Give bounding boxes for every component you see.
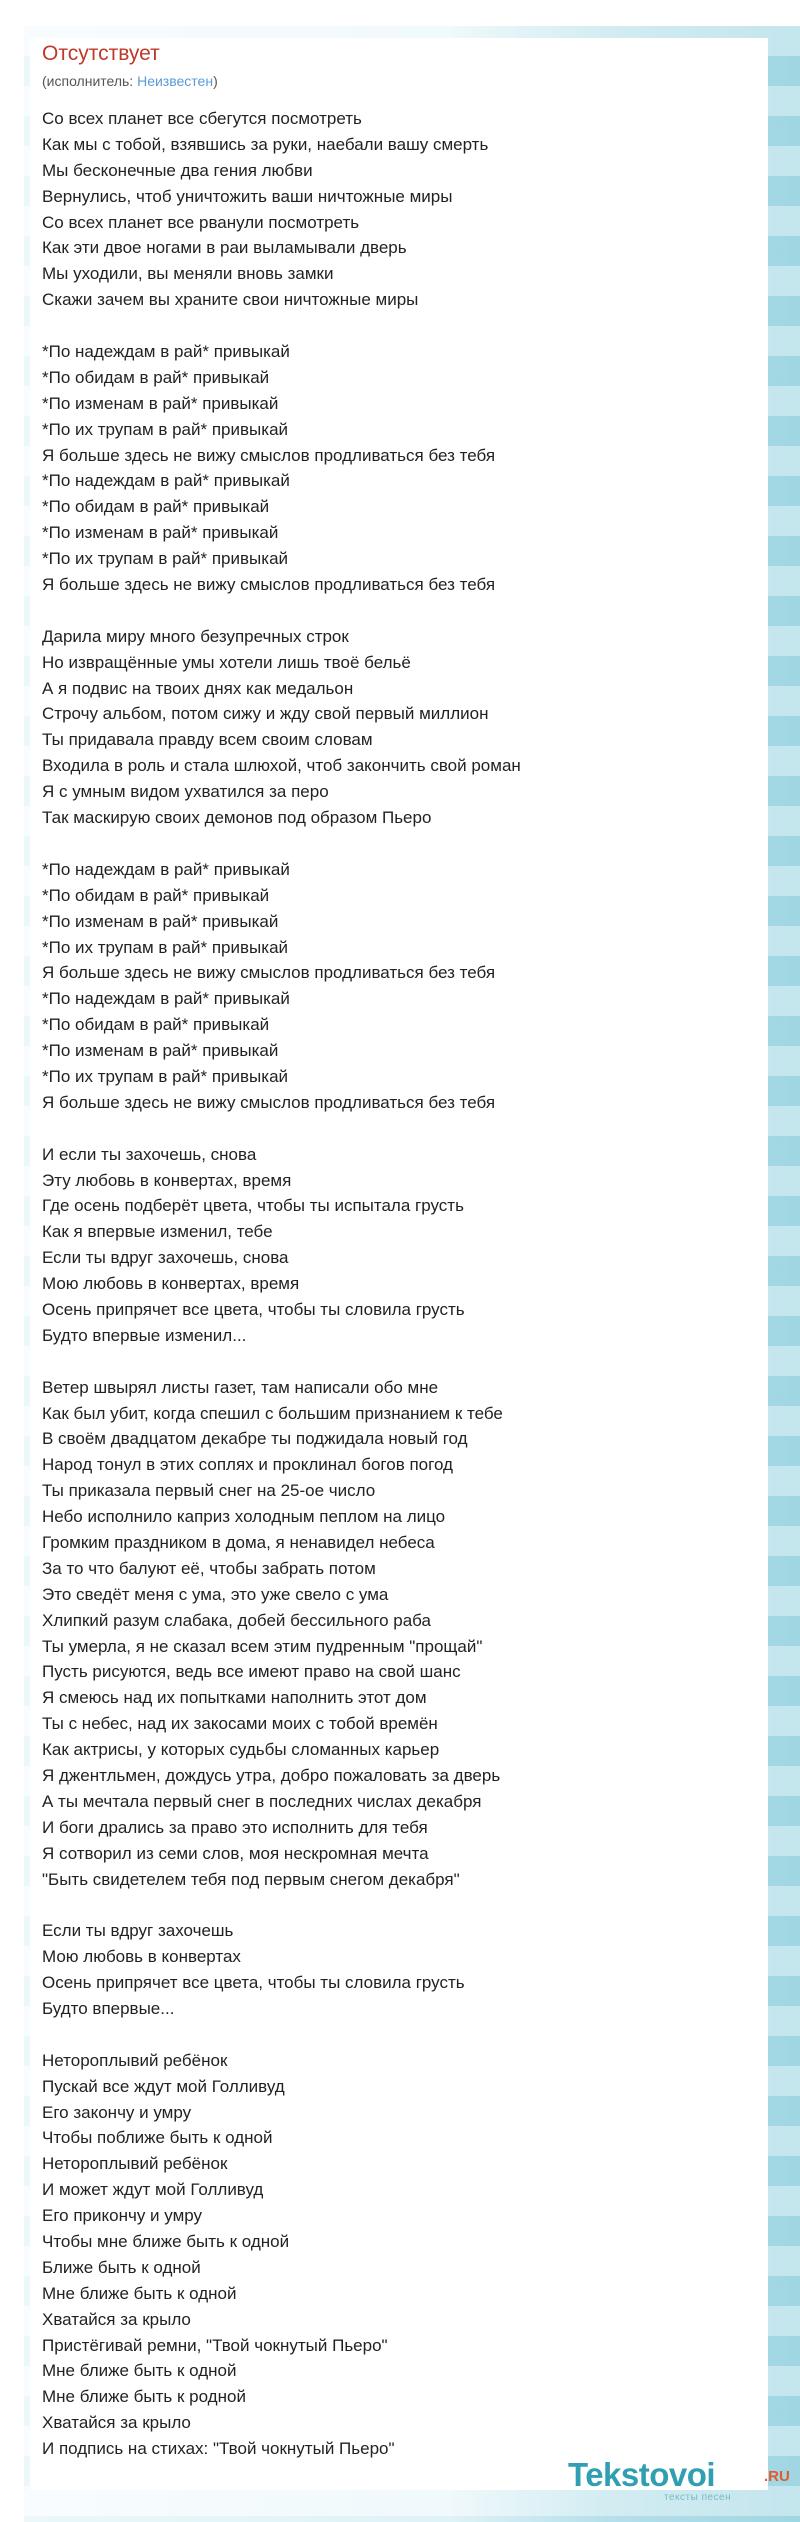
artist-line <box>42 72 218 90</box>
lyrics-line: Я джентльмен, дождусь утра, добро пожаловать за дверь <box>42 1766 501 1785</box>
artist-prefix: (исполнитель: <box>42 73 138 89</box>
lyrics-line: Я больше здесь не вижу смыслов продливаться без тебя <box>42 963 496 983</box>
lyrics-line: *По их трупам в рай* привыкай <box>42 419 289 439</box>
lyrics-line: Входила в роль и стала шлюхой, чтоб закончить свой роман <box>42 756 521 776</box>
site-logo[interactable] <box>568 2456 796 2514</box>
lyrics-line: Как мы с тобой, взявшись за руки, наебали вашу смерть <box>42 134 489 154</box>
lyrics-line: *По их трупам в рай* привыкай <box>42 937 289 957</box>
lyrics-line: Скажи зачем вы храните свои ничтожные миры <box>42 290 419 310</box>
lyrics-line: Будто впервые... <box>42 1999 175 2019</box>
lyrics-line: Где осень подберёт цвета, чтобы ты испытала грусть <box>42 1196 464 1216</box>
lyrics-line: Как был убит, когда спешил с большим признанием к тебе <box>42 1403 503 1423</box>
lyrics-line: Со всех планет все сбегутся посмотреть <box>42 109 362 128</box>
lyrics-line: И подпись на стихах: "Твой чокнутый Пьеро" <box>42 2439 395 2459</box>
lyrics-line: Я больше здесь не вижу смыслов продливаться без тебя <box>42 1092 496 1112</box>
artist-suffix: ) <box>213 73 218 89</box>
lyrics-line: Как я впервые изменил, тебе <box>42 1222 273 1242</box>
lyrics-line: Ты приказала первый снег на 25-ое число <box>42 1481 376 1501</box>
lyrics-line: *По изменам в рай* привыкай <box>42 393 279 413</box>
lyrics-line <box>42 2022 742 2048</box>
lyrics-line: Я больше здесь не вижу смыслов продливаться без тебя <box>42 445 496 465</box>
lyrics-line: Мою любовь в конвертах, время <box>42 1274 300 1294</box>
lyrics-line: Мне ближе быть к родной <box>42 2387 246 2407</box>
lyrics-line: *По надеждам в рай* привыкай <box>42 471 290 491</box>
lyrics-line: Хватайся за крыло <box>42 2413 191 2433</box>
lyrics-line: Ты с небес, над их закосами моих с тобой времён <box>42 1714 438 1734</box>
lyrics-line: Ближе быть к одной <box>42 2257 201 2277</box>
lyrics-line: Мы бесконечные два гения любви <box>42 160 313 180</box>
lyrics-line: А я подвис на твоих днях как медальон <box>42 678 354 698</box>
lyrics-line: *По надеждам в рай* привыкай <box>42 342 290 362</box>
lyrics-line <box>42 313 742 339</box>
lyrics-line: Мне ближе быть к одной <box>42 2283 237 2303</box>
lyrics-line: Мы уходили, вы меняли вновь замки <box>42 264 334 284</box>
lyrics-line: А ты мечтала первый снег в последних числах декабря <box>42 1791 482 1811</box>
lyrics-line: Ты умерла, я не сказал всем этим пудренным "прощай" <box>42 1636 483 1656</box>
lyrics-line: *По их трупам в рай* привыкай <box>42 549 289 569</box>
lyrics-line: И если ты захочешь, снова <box>42 1144 257 1164</box>
lyrics-line: *По надеждам в рай* привыкай <box>42 859 290 879</box>
lyrics-line <box>42 1349 742 1375</box>
lyrics-line: Громким праздником в дома, я ненавидел небеса <box>42 1532 435 1552</box>
logo-tld: .RU <box>764 2468 790 2485</box>
lyrics-line: *По обидам в рай* привыкай <box>42 497 270 517</box>
lyrics-line: Дарила миру много безупречных строк <box>42 626 349 646</box>
lyrics-line: *По изменам в рай* привыкай <box>42 1041 279 1061</box>
lyrics-line: Но извращённые умы хотели лишь твоё бельё <box>42 652 411 672</box>
lyrics-line: Небо исполнило каприз холодным пеплом на лицо <box>42 1507 446 1527</box>
lyrics-line: Хлипкий разум слабака, добей бессильного раба <box>42 1610 431 1630</box>
lyrics-line: Чтобы поближе быть к одной <box>42 2128 273 2148</box>
lyrics-line: Эту любовь в конвертах, время <box>42 1170 292 1190</box>
lyrics-line: Я с умным видом ухватился за перо <box>42 782 329 802</box>
lyrics-line: *По изменам в рай* привыкай <box>42 523 279 543</box>
lyrics-line: Со всех планет все рванули посмотреть <box>42 212 360 232</box>
logo-subtitle: тексты песен <box>664 2492 732 2503</box>
lyrics-line: И может ждут мой Голливуд <box>42 2180 264 2200</box>
lyrics-line: В своём двадцатом декабре ты поджидала новый год <box>42 1429 468 1449</box>
lyrics-text <box>42 106 742 2462</box>
lyrics-line: Как эти двое ногами в раи выламывали дверь <box>42 238 407 258</box>
lyrics-line: Строчу альбом, потом сижу и жду свой первый миллион <box>42 704 489 724</box>
lyrics-line: *По обидам в рай* привыкай <box>42 885 270 905</box>
lyrics-line: Я смеюсь над их попытками наполнить этот дом <box>42 1688 427 1708</box>
lyrics-line: Мою любовь в конвертах <box>42 1947 241 1967</box>
logo-text: Tekstovoi <box>568 2456 716 2493</box>
lyrics-line: Ты придавала правду всем своим словам <box>42 730 373 750</box>
lyrics-line: Пристёгивай ремни, "Твой чокнутый Пьеро" <box>42 2335 388 2355</box>
lyrics-line: *По их трупам в рай* привыкай <box>42 1066 289 1086</box>
lyrics-line: *По изменам в рай* привыкай <box>42 911 279 931</box>
lyrics-line: Я сотворил из семи слов, моя нескромная мечта <box>42 1843 429 1863</box>
lyrics-line: Будто впервые изменил... <box>42 1325 247 1345</box>
lyrics-line <box>42 598 742 624</box>
lyrics-line: Я больше здесь не вижу смыслов продливаться без тебя <box>42 575 496 595</box>
lyrics-line: Хватайся за крыло <box>42 2309 191 2329</box>
lyrics-line <box>42 1892 742 1918</box>
lyrics-line: *По надеждам в рай* привыкай <box>42 989 290 1009</box>
lyrics-line: Вернулись, чтоб уничтожить ваши ничтожные миры <box>42 186 453 206</box>
lyrics-line <box>42 831 742 857</box>
lyrics-line: Нетороплывий ребёнок <box>42 2154 228 2174</box>
lyrics-line: Если ты вдруг захочешь <box>42 1921 234 1941</box>
lyrics-line: "Быть свидетелем тебя под первым снегом декабря" <box>42 1869 460 1889</box>
lyrics-line <box>42 1116 742 1142</box>
lyrics-line: Мне ближе быть к одной <box>42 2361 237 2381</box>
lyrics-line: Его закончу и умру <box>42 2102 192 2122</box>
lyrics-line: Осень припрячет все цвета, чтобы ты словила грусть <box>42 1973 465 1993</box>
lyrics-line: Это сведёт меня с ума, это уже свело с ума <box>42 1584 389 1604</box>
lyrics-line: *По обидам в рай* привыкай <box>42 1015 270 1035</box>
lyrics-line: Ветер швырял листы газет, там написали обо мне <box>42 1377 439 1397</box>
song-title: Отсутствует <box>42 42 160 65</box>
lyrics-line: Так маскирую своих демонов под образом Пьеро <box>42 808 432 828</box>
lyrics-line: Если ты вдруг захочешь, снова <box>42 1248 289 1268</box>
lyrics-line: Его прикончу и умру <box>42 2206 203 2226</box>
lyrics-line: Пусть рисуются, ведь все имеют право на свой шанс <box>42 1662 461 1682</box>
lyrics-line: Как актрисы, у которых судьбы сломанных карьер <box>42 1740 440 1760</box>
lyrics-line: И боги дрались за право это исполнить для тебя <box>42 1817 428 1837</box>
lyrics-line: Нетороплывий ребёнок <box>42 2050 228 2070</box>
lyrics-line: Чтобы мне ближе быть к одной <box>42 2232 290 2252</box>
lyrics-line: Осень припрячет все цвета, чтобы ты словила грусть <box>42 1299 465 1319</box>
lyrics-line: *По обидам в рай* привыкай <box>42 367 270 387</box>
lyrics-line: За то что балуют её, чтобы забрать потом <box>42 1558 376 1578</box>
lyrics-line: Народ тонул в этих соплях и проклинал богов погод <box>42 1455 453 1475</box>
lyrics-line: Пускай все ждут мой Голливуд <box>42 2076 285 2096</box>
artist-link[interactable]: Неизвестен <box>137 73 214 89</box>
